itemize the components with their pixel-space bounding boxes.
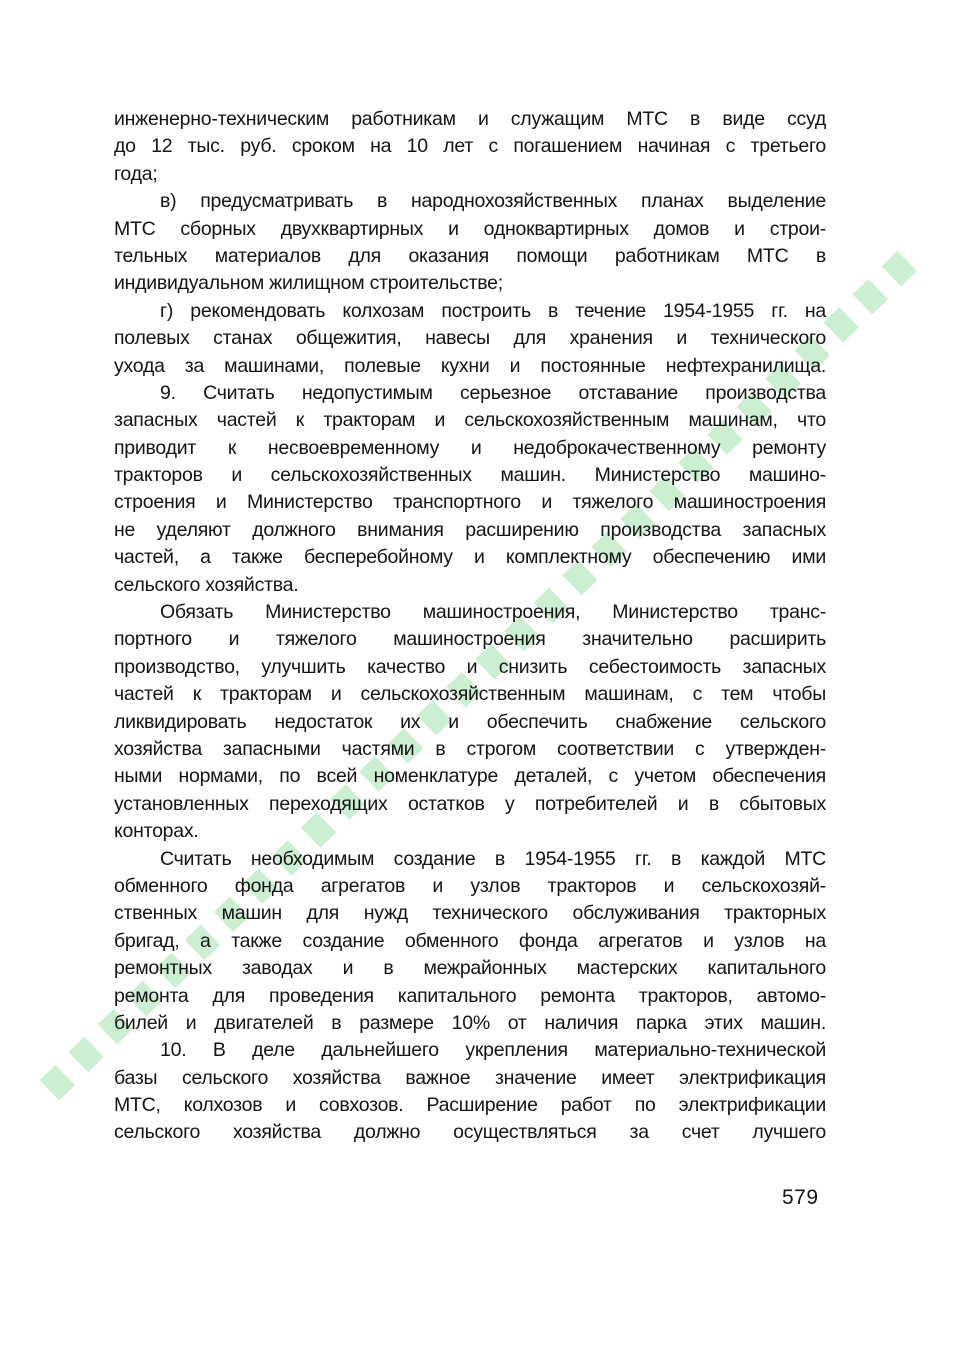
text-line: ухода за машинами, полевые кухни и постоянные нефтехранилища. bbox=[114, 354, 826, 377]
text-line: г) рекомендовать колхозам построить в течение 1954-1955 гг. на bbox=[160, 299, 826, 322]
text-line: 10. В деле дальнейшего укрепления материально-технической bbox=[160, 1039, 826, 1062]
text-line: строения и Министерство транспортного и тяжелого машиностроения bbox=[114, 491, 826, 514]
text-line: конторах. bbox=[114, 820, 199, 843]
text-line: полевых станах общежития, навесы для хранения и технического bbox=[114, 327, 826, 350]
text-line: тельных материалов для оказания помощи работникам МТС в bbox=[114, 244, 826, 267]
text-line: хозяйства запасными частями в строгом соответствии с утвержден- bbox=[114, 737, 826, 760]
text-line: обменного фонда агрегатов и узлов тракторов и сельскохозяй- bbox=[114, 874, 826, 897]
text-line: базы сельского хозяйства важное значение имеет электрификация bbox=[114, 1066, 826, 1089]
text-line: сельского хозяйства. bbox=[114, 573, 299, 596]
text-line: Считать необходимым создание в 1954-1955 гг. в каждой МТС bbox=[160, 847, 826, 870]
text-line: ремонтных заводах и в межрайонных мастерских капитального bbox=[114, 957, 826, 980]
text-line: в) предусматривать в народнохозяйственных планах выделение bbox=[160, 190, 826, 213]
text-line: инженерно-техническим работникам и служащим МТС в виде ссуд bbox=[114, 108, 826, 130]
text-line: не уделяют должного внимания расширению производства запасных bbox=[114, 518, 826, 541]
page-number: 579 bbox=[782, 1186, 819, 1209]
text-line: бригад, а также создание обменного фонда агрегатов и узлов на bbox=[114, 929, 826, 952]
text-line: билей и двигателей в размере 10% от наличия парка этих машин. bbox=[114, 1011, 826, 1034]
text-line: до 12 тыс. руб. сроком на 10 лет с погашением начиная с третьего bbox=[114, 135, 826, 158]
text-line: производство, улучшить качество и снизить себестоимость запасных bbox=[114, 655, 826, 678]
body-text bbox=[114, 106, 826, 1147]
text-line: ными нормами, по всей номенклатуре деталей, с учетом обеспечения bbox=[114, 765, 826, 788]
text-line: года; bbox=[114, 162, 158, 185]
watermark-mark bbox=[853, 279, 888, 314]
text-line: установленных переходящих остатков у потребителей и в сбытовых bbox=[114, 792, 826, 815]
text-line: ремонта для проведения капитального ремонта тракторов, автомо- bbox=[114, 984, 826, 1007]
text-line: портного и тяжелого машиностроения значительно расширить bbox=[114, 628, 826, 651]
watermark-mark bbox=[69, 1037, 104, 1072]
text-line: запасных частей к тракторам и сельскохозяйственным машинам, что bbox=[114, 409, 826, 432]
text-line: 9. Считать недопустимым серьезное отставание производства bbox=[160, 381, 826, 404]
text-line: Обязать Министерство машиностроения, Министерство транс- bbox=[160, 601, 826, 624]
text-line: сельского хозяйства должно осуществляться за счет лучшего bbox=[114, 1121, 826, 1144]
text-line: ликвидировать недостаток их и обеспечить снабжение сельского bbox=[114, 710, 826, 733]
watermark-mark bbox=[882, 251, 917, 286]
watermark-mark bbox=[40, 1065, 75, 1100]
text-line: ственных машин для нужд технического обслуживания тракторных bbox=[114, 902, 826, 925]
text-line: частей к тракторам и сельскохозяйственным машинам, с тем чтобы bbox=[114, 683, 826, 706]
text-line: индивидуальном жилищном строительстве; bbox=[114, 272, 503, 295]
watermark-mark bbox=[824, 307, 859, 342]
text-line: МТС сборных двухквартирных и одноквартирных домов и строи- bbox=[114, 217, 826, 240]
text-line: приводит к несвоевременному и недоброкачественному ремонту bbox=[114, 436, 826, 459]
text-line: МТС, колхозов и совхозов. Расширение работ по электрификации bbox=[114, 1094, 826, 1117]
text-line: тракторов и сельскохозяйственных машин. Министерство машино- bbox=[114, 464, 826, 487]
text-line: частей, а также бесперебойному и комплектному обеспечению ими bbox=[114, 546, 826, 569]
